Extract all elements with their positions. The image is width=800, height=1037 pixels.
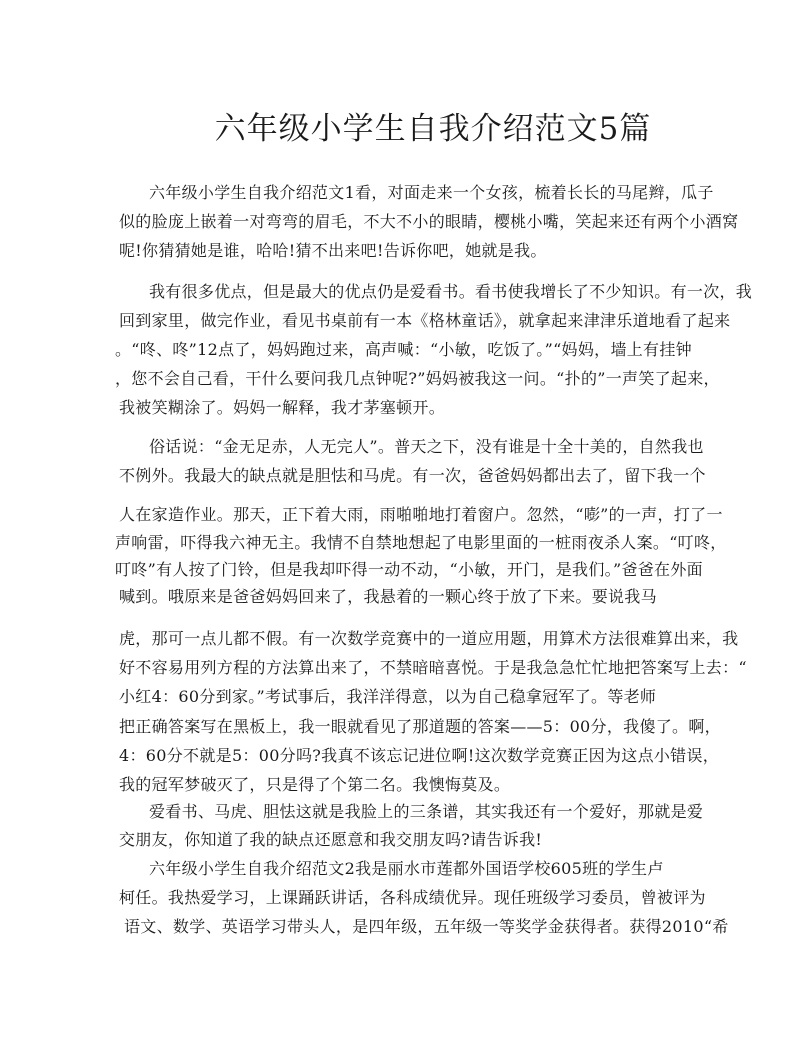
body-line: 爱看书、马虎、胆怯这就是我脸上的三条谱，其实我还有一个爱好，那就是爱 [149, 802, 704, 821]
body-line: 我被笑糊涂了。妈妈一解释，我才茅塞顿开。 [119, 398, 446, 417]
body-line: 叮咚”有人按了门铃，但是我却吓得一动不动，“小敏，开门，是我们。”爸爸在外面 [115, 560, 703, 579]
body-line: 好不容易用列方程的方法算出来了，不禁暗暗喜悦。于是我急急忙忙地把答案写上去：“ [119, 658, 747, 677]
body-line: 六年级小学生自我介绍范文1看，对面走来一个女孩，梳着长长的马尾辫，瓜子 [149, 183, 714, 202]
body-line: 不例外。我最大的缺点就是胆怯和马虎。有一次，爸爸妈妈都出去了，留下我一个 [119, 466, 706, 485]
body-line: 我有很多优点，但是最大的优点仍是爱看书。看书使我增长了不少知识。有一次，我 [149, 282, 753, 301]
body-line: 交朋友，你知道了我的缺点还愿意和我交朋友吗?请告诉我! [119, 830, 543, 849]
body-line: 把正确答案写在黑板上，我一眼就看见了那道题的答案——5：00分，我傻了。啊， [119, 717, 721, 736]
body-line: 呢!你猜猜她是谁，哈哈!猜不出来吧!告诉你吧，她就是我。 [119, 241, 547, 260]
body-line: 人在家造作业。那天，正下着大雨，雨啪啪地打着窗户。忽然，“嘭”的一声，打了一 [119, 505, 723, 524]
body-line: 似的脸庞上嵌着一对弯弯的眉毛，不大不小的眼睛，樱桃小嘴，笑起来还有两个小酒窝 [119, 212, 739, 231]
body-line: 回到家里，做完作业，看见书桌前有一本《格林童话》，就拿起来津津乐道地看了起来 [119, 311, 731, 330]
body-line: 俗话说：“金无足赤，人无完人”。普天之下，没有谁是十全十美的，自然我也 [149, 437, 704, 456]
body-line: 4：60分不就是5：00分吗?我真不该忘记进位啊!这次数学竞赛正因为这点小错误， [119, 746, 720, 765]
body-line: 六年级小学生自我介绍范文2我是丽水市莲都外国语学校605班的学生卢 [149, 859, 664, 878]
document-title: 六年级小学生自我介绍范文5篇 [214, 111, 652, 147]
body-line: 语文、数学、英语学习带头人，是四年级，五年级一等奖学金获得者。获得2010“希 [124, 917, 729, 936]
body-line: 柯任。我热爱学习，上课踊跃讲话，各科成绩优异。现任班级学习委员，曾被评为 [119, 888, 706, 907]
body-line: 。“咚、咚”12点了，妈妈跑过来，高声喊：“小敏，吃饭了。”“妈妈，墙上有挂钟 [115, 340, 692, 359]
body-line: 声响雷，吓得我六神无主。我情不自禁地想起了电影里面的一桩雨夜杀人案。“叮咚， [115, 533, 727, 552]
body-line: 我的冠军梦破灭了，只是得了个第二名。我懊悔莫及。 [119, 775, 511, 794]
body-line: ，您不会自己看，干什么要问我几点钟呢?”妈妈被我这一问。“扑的”一声笑了起来， [115, 369, 720, 388]
body-line: 小红4：60分到家。”考试事后，我洋洋得意，以为自己稳拿冠军了。等老师 [119, 687, 657, 706]
body-line: 喊到。哦原来是爸爸妈妈回来了，我悬着的一颗心终于放了下来。要说我马 [119, 587, 657, 606]
body-line: 虎，那可一点儿都不假。有一次数学竞赛中的一道应用题，用算术方法很难算出来，我 [119, 629, 739, 648]
